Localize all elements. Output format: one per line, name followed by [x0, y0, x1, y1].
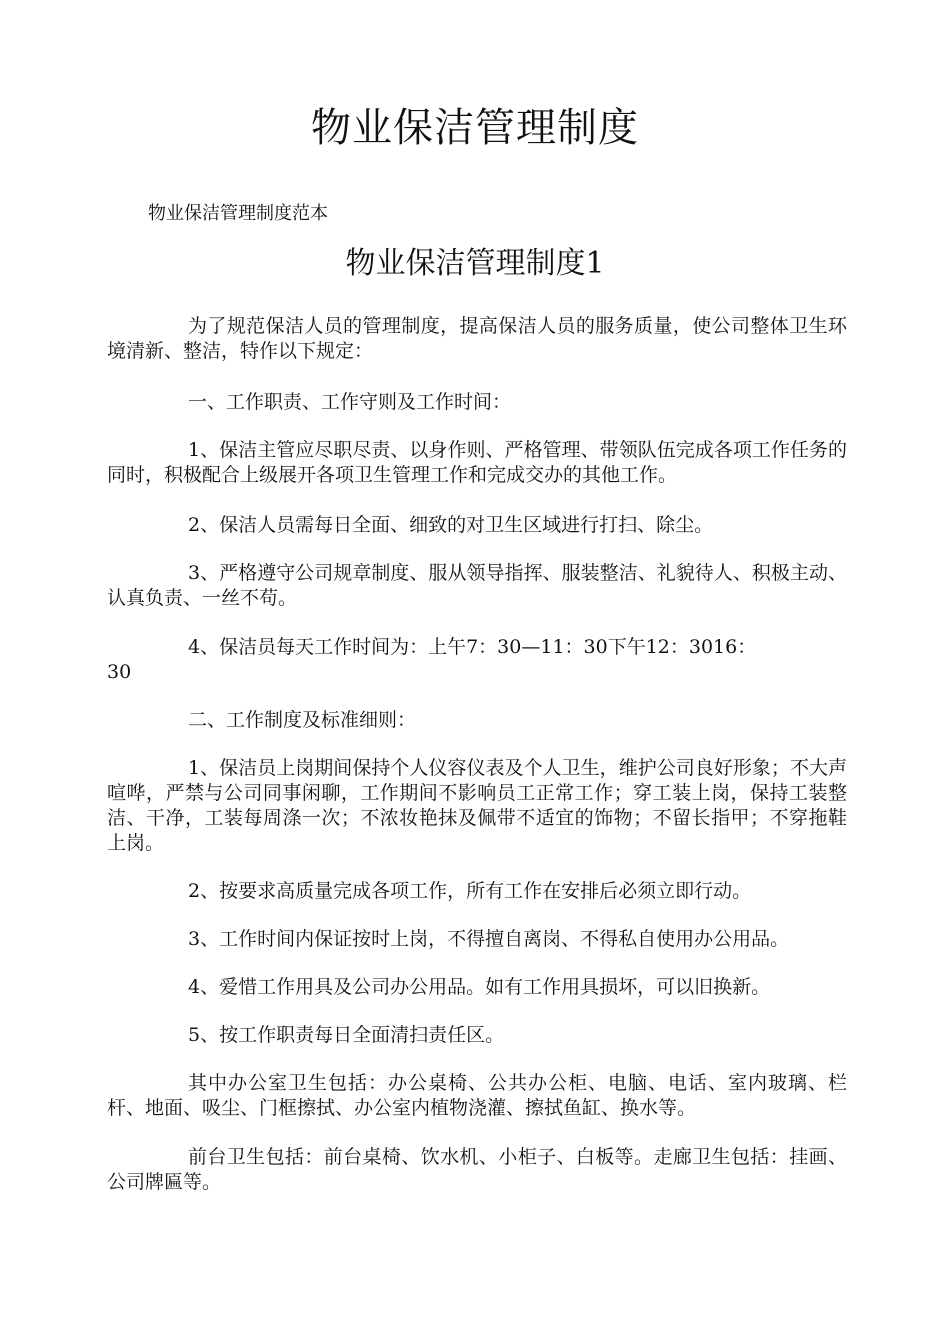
paragraph-item: 1、保洁员上岗期间保持个人仪容仪表及个人卫生，维护公司良好形象；不大声喧哗，严禁与公司同事闲聊，工作期间不影响员工正常工作；穿工装上岗，保持工装整洁、干净，工装每周涤一次；不浓妆艳抹及佩带不适宜的饰物；不留长指甲；不穿拖鞋上岗。: [107, 757, 847, 854]
paragraph-item: 前台卫生包括：前台桌椅、饮水机、小柜子、白板等。走廊卫生包括：挂画、公司牌匾等。: [107, 1146, 847, 1193]
paragraph-item: 其中办公室卫生包括：办公桌椅、公共办公柜、电脑、电话、室内玻璃、栏杆、地面、吸尘、门框擦拭、办公室内植物浇灌、擦拭鱼缸、换水等。: [107, 1072, 847, 1119]
section-title: 物业保洁管理制度1: [345, 246, 605, 281]
paragraph-item: 3、工作时间内保证按时上岗，不得擅自离岗、不得私自使用办公用品。: [188, 928, 790, 950]
paragraph-item: 4、保洁员每天工作时间为：上午7：30—11：30下午12：3016：: [188, 636, 757, 658]
paragraph-continuation: 30: [107, 661, 132, 683]
paragraph-item: 5、按工作职责每日全面清扫责任区。: [188, 1024, 505, 1046]
paragraph-item: 2、按要求高质量完成各项工作，所有工作在安排后必须立即行动。: [188, 880, 752, 902]
paragraph-heading-two: 二、工作制度及标准细则：: [188, 709, 417, 731]
document-body: [107, 314, 847, 1195]
paragraph-intro: 为了规范保洁人员的管理制度，提高保洁人员的服务质量，使公司整体卫生环境清新、整洁，特作以下规定：: [107, 315, 847, 362]
paragraph-heading-one: 一、工作职责、工作守则及工作时间：: [188, 391, 512, 413]
paragraph-item: 4、爱惜工作用具及公司办公用品。如有工作用具损坏，可以旧换新。: [188, 976, 771, 998]
paragraph-item: 2、保洁人员需每日全面、细致的对卫生区域进行打扫、除尘。: [188, 514, 714, 536]
paragraph-item: 1、保洁主管应尽职尽责、以身作则、严格管理、带领队伍完成各项工作任务的同时，积极配合上级展开各项卫生管理工作和完成交办的其他工作。: [107, 439, 847, 486]
document-title: 物业保洁管理制度: [311, 105, 639, 151]
document-subtitle-label: 物业保洁管理制度范本: [148, 203, 328, 224]
paragraph-item: 3、严格遵守公司规章制度、服从领导指挥、服装整洁、礼貌待人、积极主动、认真负责、一丝不苟。: [107, 562, 847, 609]
